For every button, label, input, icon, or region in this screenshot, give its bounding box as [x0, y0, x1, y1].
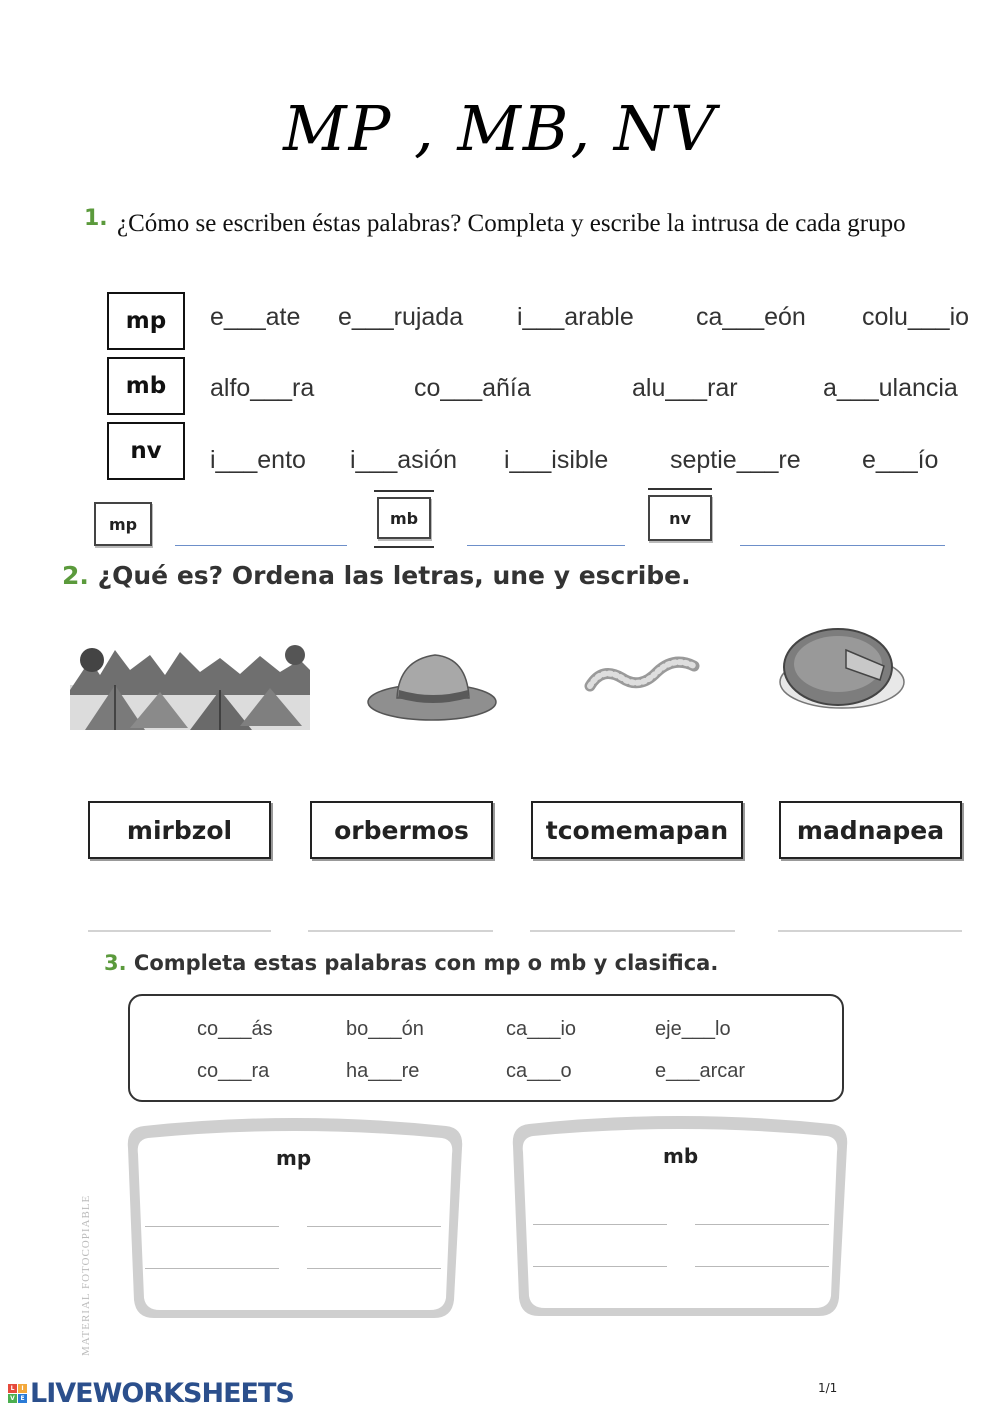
answer-line[interactable]: [88, 930, 271, 932]
word-item[interactable]: colu___io: [862, 303, 970, 331]
word-item[interactable]: ca___o: [506, 1060, 572, 1082]
word-item[interactable]: co___ra: [197, 1060, 270, 1082]
exercise-1-number: 1.: [84, 206, 108, 231]
panel-label-mp: mp: [276, 1146, 312, 1170]
word-item[interactable]: i___ento: [210, 446, 306, 474]
label-box-nv: nv: [107, 422, 185, 480]
answer-line[interactable]: [145, 1268, 279, 1269]
word-item[interactable]: e___ío: [862, 446, 939, 474]
page-title: MP , MB, NV: [283, 92, 717, 165]
word-bank-box: [128, 994, 844, 1102]
exercise-3-heading: 3. Completa estas palabras con mp o mb y clasifica.: [104, 951, 719, 975]
exercise-2-heading: 2. ¿Qué es? Ordena las letras, une y escribe.: [62, 561, 691, 590]
pie-picture: [776, 622, 908, 712]
panel-label-mb: mb: [663, 1144, 699, 1168]
word-item[interactable]: eje___lo: [655, 1018, 731, 1040]
word-item[interactable]: e___rujada: [338, 303, 464, 331]
word-item[interactable]: a___ulancia: [823, 374, 958, 402]
answer-line[interactable]: [778, 930, 962, 932]
intruder-label-mp: mp: [94, 502, 152, 546]
word-item[interactable]: co___ás: [197, 1018, 273, 1040]
logo-text: LIVEWORKSHEETS: [30, 1378, 294, 1409]
answer-line[interactable]: [308, 930, 493, 932]
answer-line[interactable]: [145, 1226, 279, 1227]
answer-line[interactable]: [695, 1224, 829, 1225]
word-item[interactable]: i___arable: [517, 303, 634, 331]
scrambled-word-box[interactable]: madnapea: [779, 801, 962, 859]
answer-line[interactable]: [533, 1224, 667, 1225]
logo-grid-icon: L I V E: [8, 1384, 27, 1403]
label-box-mp: mp: [107, 292, 185, 350]
intruder-label-mb: mb: [377, 497, 431, 539]
intruder-label-nv: nv: [648, 495, 712, 541]
liveworksheets-logo[interactable]: [8, 1378, 294, 1409]
word-item[interactable]: septie___re: [670, 446, 801, 474]
scrambled-word-box[interactable]: orbermos: [310, 801, 493, 859]
camping-tents-picture: [70, 630, 310, 732]
word-item[interactable]: bo___ón: [346, 1018, 424, 1040]
intruder-answer-line-mb[interactable]: [467, 545, 625, 546]
exercise-1-instruction: ¿Cómo se escriben éstas palabras? Completa y escribe la intrusa de cada grupo: [117, 210, 906, 237]
answer-line[interactable]: [307, 1268, 441, 1269]
scrambled-word-box[interactable]: tcomemapan: [531, 801, 743, 859]
word-item[interactable]: co___añía: [414, 374, 531, 402]
word-item[interactable]: i___asión: [350, 446, 458, 474]
word-item[interactable]: ca___eón: [696, 303, 806, 331]
word-item[interactable]: alu___rar: [632, 374, 738, 402]
answer-line[interactable]: [695, 1266, 829, 1267]
word-item[interactable]: i___isible: [504, 446, 609, 474]
word-item[interactable]: e___ate: [210, 303, 301, 331]
answer-line[interactable]: [530, 930, 735, 932]
word-item[interactable]: alfo___ra: [210, 374, 315, 402]
page-number: 1/1: [818, 1381, 838, 1395]
scrambled-word-box[interactable]: mirbzol: [88, 801, 271, 859]
intruder-answer-line-nv[interactable]: [740, 545, 945, 546]
word-item[interactable]: ha___re: [346, 1060, 420, 1082]
answer-line[interactable]: [307, 1226, 441, 1227]
answer-line[interactable]: [533, 1266, 667, 1267]
label-box-mb: mb: [107, 357, 185, 415]
side-copyright-text: MATERIAL FOTOCOPIABLE: [80, 1194, 92, 1356]
label-frame: [648, 488, 712, 494]
word-item[interactable]: e___arcar: [655, 1060, 746, 1082]
intruder-answer-line-mp[interactable]: [175, 545, 347, 546]
word-item[interactable]: ca___io: [506, 1018, 577, 1040]
hat-picture: [365, 650, 500, 725]
worm-picture: [582, 648, 700, 696]
